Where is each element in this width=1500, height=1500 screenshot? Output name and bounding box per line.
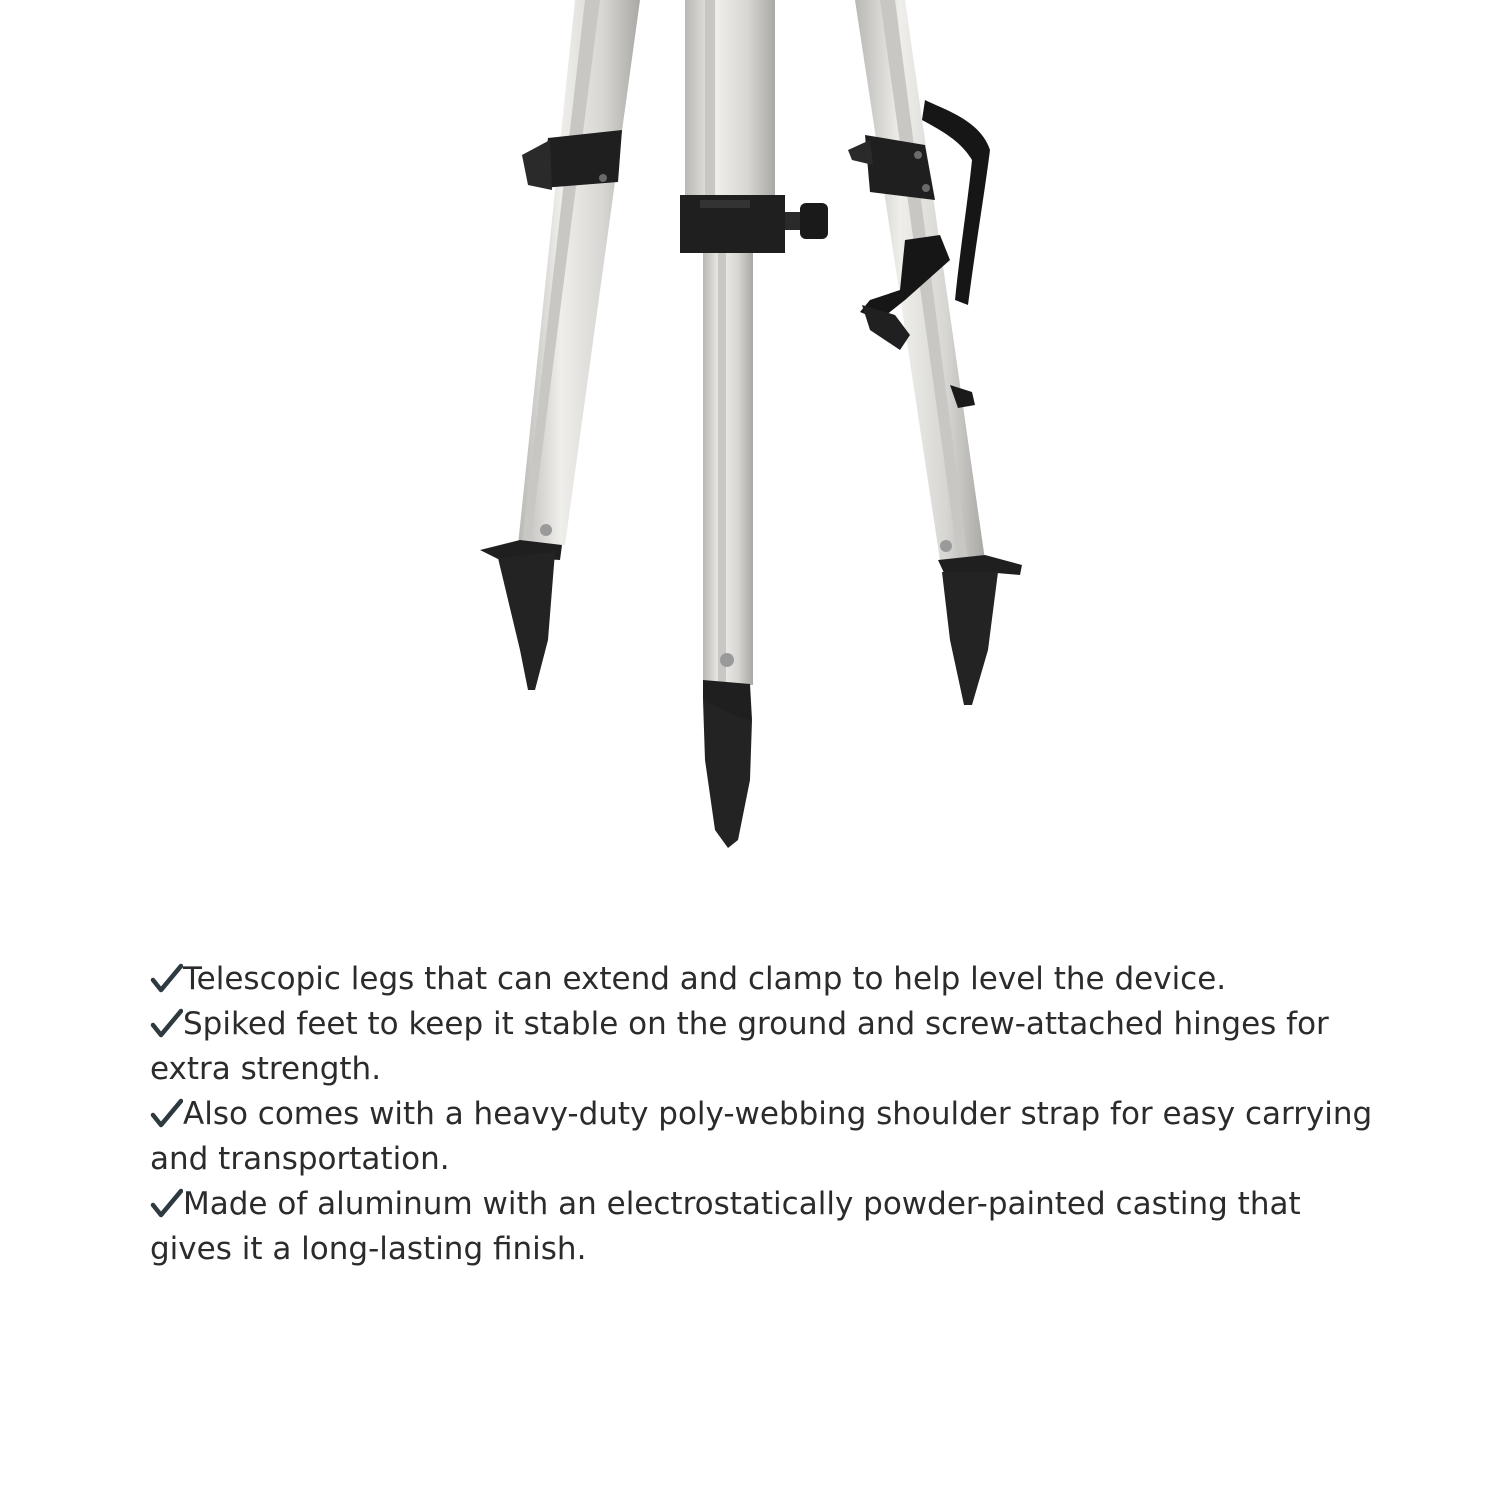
feature-text: Telescopic legs that can extend and clamp to help level the device. xyxy=(183,961,1227,997)
feature-list xyxy=(150,957,1390,1272)
feature-text: Made of aluminum with an electrostatically powder-painted casting that gives it a long-lasting finish. xyxy=(150,1186,1301,1267)
check-mark-icon xyxy=(150,963,183,993)
center-leg-clamp xyxy=(680,195,828,253)
check-mark-icon xyxy=(150,1008,183,1038)
feature-item xyxy=(150,1092,1390,1182)
feature-item xyxy=(150,957,1390,1002)
check-mark-icon xyxy=(150,1098,183,1128)
left-leg xyxy=(480,0,640,690)
feature-text: Spiked feet to keep it stable on the ground and screw-attached hinges for extra strength. xyxy=(150,1006,1329,1087)
right-leg-spiked-foot xyxy=(938,540,1022,705)
feature-item xyxy=(150,1182,1390,1272)
right-leg xyxy=(848,0,1022,705)
feature-item xyxy=(150,1002,1390,1092)
left-leg-spiked-foot xyxy=(480,524,562,690)
right-leg-clamp xyxy=(848,135,935,200)
center-leg xyxy=(680,0,828,848)
check-mark-icon xyxy=(150,1188,183,1218)
feature-text: Also comes with a heavy-duty poly-webbing shoulder strap for easy carrying and transportation. xyxy=(150,1096,1373,1177)
left-leg-clamp xyxy=(522,130,622,190)
